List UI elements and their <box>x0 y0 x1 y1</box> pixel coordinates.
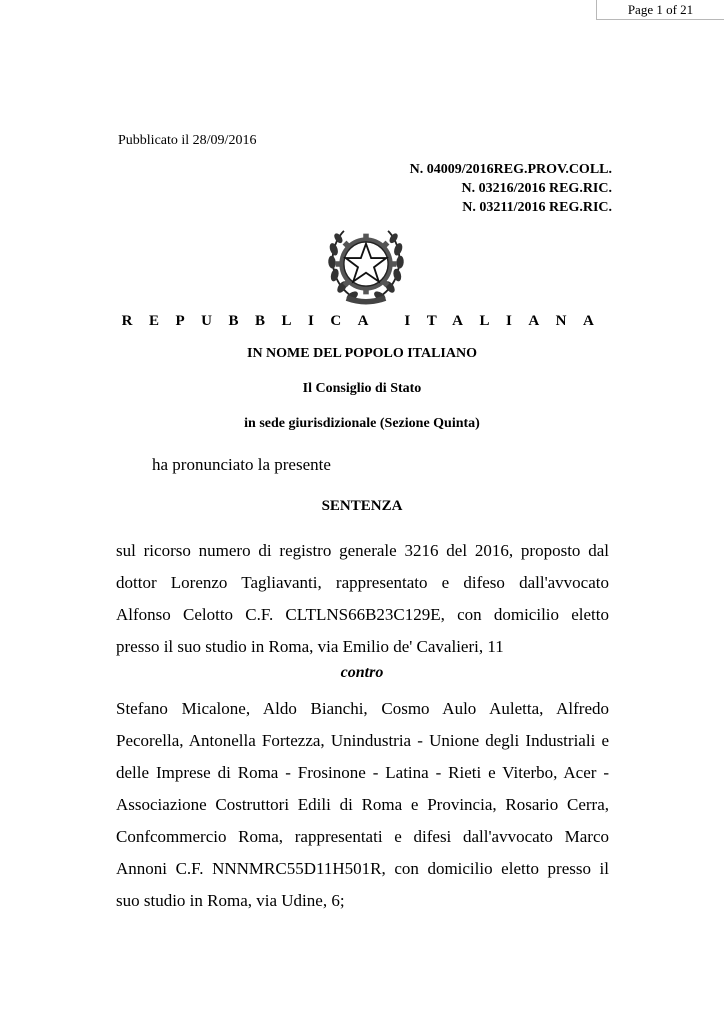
registry-line: N. 03216/2016 REG.RIC. <box>461 181 612 196</box>
paragraph-line: dottor Lorenzo Tagliavanti, rappresentato e difeso dall'avvocato <box>116 573 609 592</box>
paragraph-line: Associazione Costruttori Edili di Roma e Provincia, Rosario Cerra, <box>116 795 609 814</box>
paragraph-line: suo studio in Roma, via Udine, 6; <box>116 891 345 910</box>
republic-emblem-icon <box>320 218 412 310</box>
paragraph-line: Stefano Micalone, Aldo Bianchi, Cosmo Aulo Auletta, Alfredo <box>116 699 609 718</box>
paragraph-line: presso il suo studio in Roma, via Emilio de' Cavalieri, 11 <box>116 637 504 656</box>
registry-line: N. 04009/2016REG.PROV.COLL. <box>409 162 612 177</box>
paragraph-line: Annoni C.F. NNNMRC55D11H501R, con domicilio eletto presso il <box>116 859 609 878</box>
paragraph-line: Pecorella, Antonella Fortezza, Unindustria - Unione degli Industriali e <box>116 731 609 750</box>
document-title: SENTENZA <box>321 498 403 514</box>
intro-text: ha pronunciato la presente <box>152 455 331 474</box>
section-heading: in sede giurisdizionale (Sezione Quinta) <box>244 416 480 431</box>
paragraph-line: Confcommercio Roma, rappresentati e difesi dall'avvocato Marco <box>116 827 609 846</box>
contro-paragraph <box>116 693 609 917</box>
paragraph-line: delle Imprese di Roma - Frosinone - Latina - Rieti e Viterbo, Acer - <box>116 763 609 782</box>
republic-heading: REPUBBLICA ITALIANA <box>121 313 611 329</box>
court-heading: Il Consiglio di Stato <box>302 381 422 396</box>
ricorso-paragraph <box>116 535 609 663</box>
contro-heading: contro <box>340 664 384 681</box>
paragraph-line: Alfonso Celotto C.F. CLTLNS66B23C129E, con domicilio eletto <box>116 605 609 624</box>
in-nome-heading: IN NOME DEL POPOLO ITALIANO <box>247 346 477 361</box>
paragraph-line: sul ricorso numero di registro generale 3216 del 2016, proposto dal <box>116 541 609 560</box>
page-indicator: Page 1 of 21 <box>596 0 724 20</box>
registry-numbers <box>410 160 612 217</box>
publication-date: Pubblicato il 28/09/2016 <box>118 133 257 148</box>
registry-line: N. 03211/2016 REG.RIC. <box>462 200 612 215</box>
